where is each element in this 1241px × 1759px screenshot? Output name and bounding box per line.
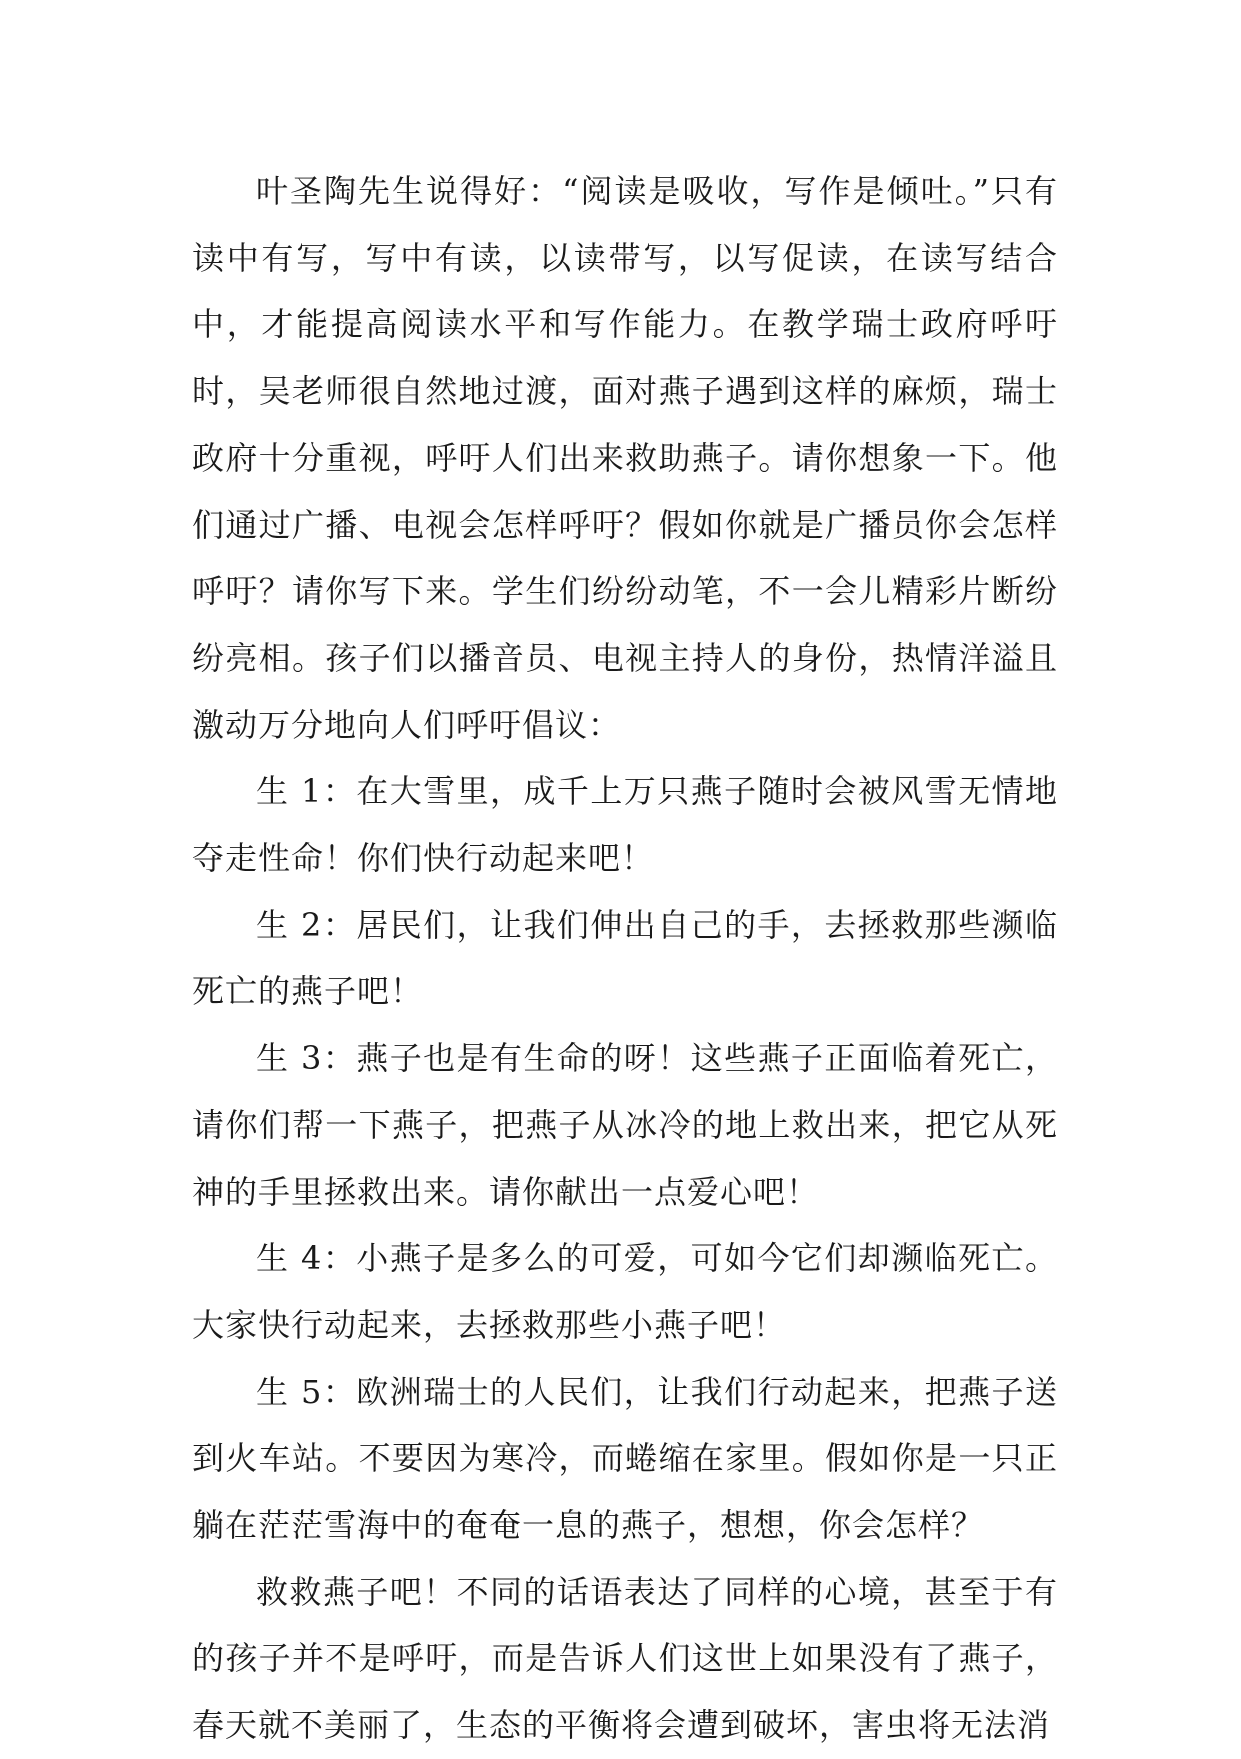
document-body bbox=[192, 158, 1058, 1759]
paragraph-intro: 叶圣陶先生说得好：“阅读是吸收，写作是倾吐。”只有读中有写，写中有读，以读带写，以写促读，在读写结合中，才能提高阅读水平和写作能力。在教学瑞士政府呼吁时，吴老师很自然地过渡，面对燕子遇到这样的麻烦，瑞士政府十分重视，呼吁人们出来救助燕子。请你想象一下。他们通过广播、电视会怎样呼吁？假如你就是广播员你会怎样呼吁？请你写下来。学生们纷纷动笔，不一会儿精彩片断纷纷亮相。孩子们以播音员、电视主持人的身份，热情洋溢且激动万分地向人们呼吁倡议： bbox=[192, 172, 1058, 744]
paragraph-student-4: 生 4：小燕子是多么的可爱，可如今它们却濒临死亡。大家快行动起来，去拯救那些小燕子吧！ bbox=[192, 1239, 1058, 1344]
paragraph-student-3: 生 3：燕子也是有生命的呀！这些燕子正面临着死亡，请你们帮一下燕子，把燕子从冰冷的地上救出来，把它从死神的手里拯救出来。请你献出一点爱心吧！ bbox=[192, 1039, 1058, 1211]
paragraph-student-1: 生 1：在大雪里，成千上万只燕子随时会被风雪无情地夺走性命！你们快行动起来吧！ bbox=[192, 772, 1058, 878]
paragraph-student-5: 生 5：欧洲瑞士的人民们，让我们行动起来，把燕子送到火车站。不要因为寒冷，而蜷缩在家里。假如你是一只正躺在茫茫雪海中的奄奄一息的燕子，想想，你会怎样？ bbox=[192, 1372, 1058, 1545]
paragraph-student-2: 生 2：居民们，让我们伸出自己的手，去拯救那些濒临死亡的燕子吧！ bbox=[192, 905, 1058, 1011]
paragraph-conclusion: 救救燕子吧！不同的话语表达了同样的心境，甚至于有的孩子并不是呼吁，而是告诉人们这世上如果没有了燕子，春天就不美丽了，生态的平衡将会遭到破坏，害虫将无法消 bbox=[192, 1572, 1058, 1745]
